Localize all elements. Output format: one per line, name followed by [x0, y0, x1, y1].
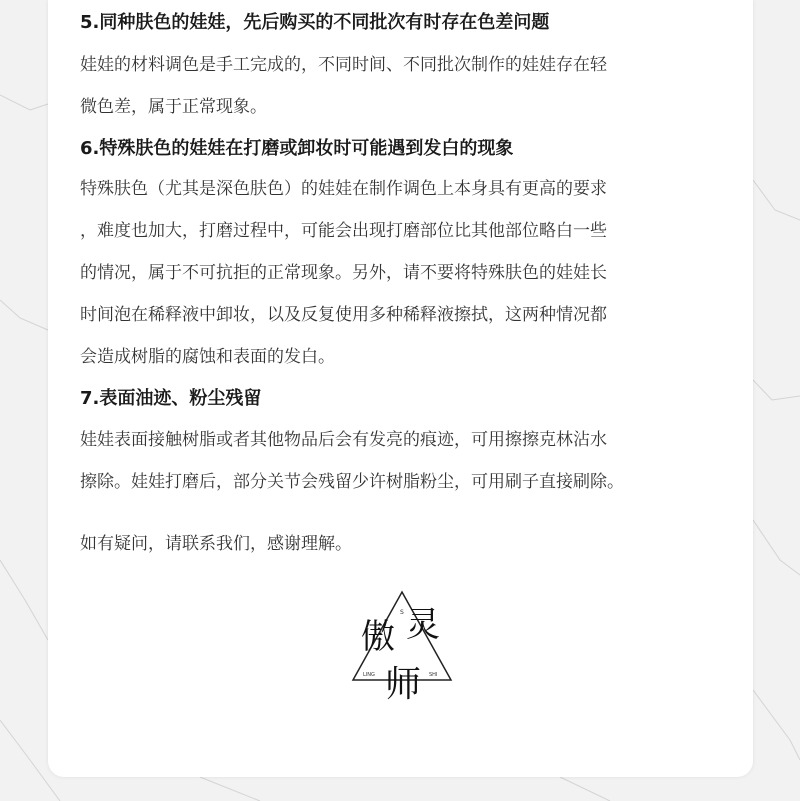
closing-text: 如有疑问，请联系我们，感谢理解。 — [80, 534, 352, 554]
section-7-heading: 7.表面油迹、粉尘残留 — [80, 388, 262, 409]
section-6-line: 会造成树脂的腐蚀和表面的发白。 — [80, 347, 335, 367]
logo-char-1: 傲 — [361, 617, 395, 657]
section-6-body — [80, 168, 607, 378]
brand-logo — [345, 586, 460, 706]
section-5-line: 娃娃的材料调色是手工完成的，不同时间、不同批次制作的娃娃存在轻 — [80, 55, 607, 75]
section-7-body — [80, 419, 624, 503]
logo-small-left: LING — [363, 672, 375, 678]
section-7-line: 娃娃表面接触树脂或者其他物品后会有发亮的痕迹，可用擦擦克林沾水 — [80, 430, 607, 450]
section-6-line: 的情况，属于不可抗拒的正常现象。另外，请不要将特殊肤色的娃娃长 — [80, 263, 607, 283]
section-6-line: 时间泡在稀释液中卸妆，以及反复使用多种稀释液擦拭，这两种情况都 — [80, 305, 607, 325]
section-5-heading: 5.同种肤色的娃娃，先后购买的不同批次有时存在色差问题 — [80, 12, 550, 33]
section-6-heading: 6.特殊肤色的娃娃在打磨或卸妆时可能遇到发白的现象 — [80, 138, 514, 159]
section-5-line: 微色差，属于正常现象。 — [80, 97, 267, 117]
section-5-body — [80, 44, 607, 128]
logo-small-top: S — [400, 609, 404, 616]
logo-small-right: SHI — [429, 672, 438, 678]
section-7-line: 擦除。娃娃打磨后，部分关节会残留少许树脂粉尘，可用刷子直接刷除。 — [80, 472, 624, 492]
section-6-line: ，难度也加大，打磨过程中，可能会出现打磨部位比其他部位略白一些 — [80, 221, 607, 241]
section-6-line: 特殊肤色（尤其是深色肤色）的娃娃在制作调色上本身具有更高的要求 — [80, 179, 607, 199]
logo-char-2: 灵 — [406, 605, 440, 645]
logo-char-3: 师 — [384, 664, 422, 705]
